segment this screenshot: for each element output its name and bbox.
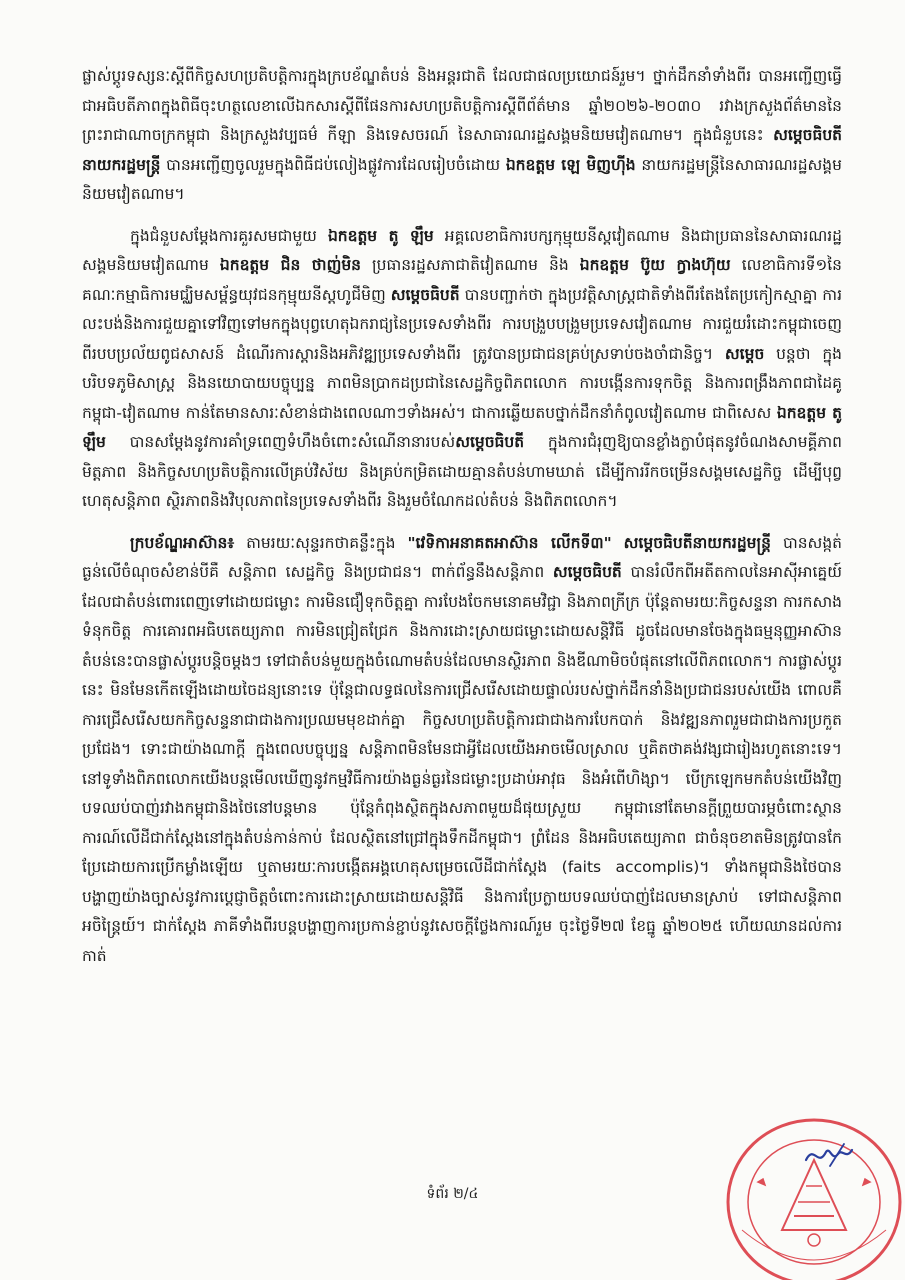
page-number: ទំព័រ ២/៤ [426,1186,479,1202]
paragraph-3 [82,529,842,972]
text-segment: ក្នុងជំនួបសម្តែងការគួរសមជាមួយ [130,226,328,245]
text-segment: តាមរយៈសុន្ទរកថាគន្លឹះក្នុង [234,533,408,552]
text-segment: លេខាធិការទី១នៃគណៈកម្មាធិការមជ្ឈិមសម្ព័ន្ធយុវជនកុម្មុយនីស្តហូជីមិញ [82,256,842,304]
bold-text-segment: សម្តេចធិបតី [455,433,525,451]
bold-text-segment: សម្តេចធិបតី [552,563,622,581]
paragraph-1 [82,62,842,210]
text-segment: ប្រធានរដ្ឋសភាជាតិវៀតណាម និង [361,256,580,274]
text-segment: បានបញ្ជាក់ថា ក្នុងប្រវត្តិសាស្ត្រជាតិទាំងពីរតែងតែប្រកៀកស្មាគ្នា ការលះបង់និងការជួយគ្នាទៅវិញទៅមកក្នុងបុព្វហេតុឯករាជ្យនៃប្រទេសទាំងពីរ ការបង្រួបបង្រួមប្រទេសវៀតណាម ការជួយរំដោះកម្ពុជាចេញពីរបបប្រល័យពូជសាសន៍ ដំណើរការស្តារនិងអភិវឌ្ឍប្រទេសទាំងពីរ ត្រូវបានប្រជាជនគ្រប់ស្រទាប់ចងចាំជានិច្ច។ [82,285,842,363]
document-body [82,62,842,971]
bold-text-segment: សម្តេចធិបតី [390,285,460,304]
bold-text-segment: "វេទិកាអនាគតអាស៊ាន លើកទី៣" [407,533,612,552]
bold-text-segment: សម្តេច [724,344,765,363]
text-segment: បានសង្កត់ធ្ងន់លើចំណុចសំខាន់បីគឺ សន្តិភាព សេដ្ឋកិច្ច និងប្រជាជន។ ពាក់ព័ន្ធនឹងសន្តិភាព [82,533,842,581]
bold-text-segment: ឯកឧត្តម ប៊ូយ ក្វាងហ៊ុយ [579,256,731,274]
text-segment: បានរំលឹកពីអតីតកាលនៃអាស៊ីអាគ្នេយ៍ដែលជាតំបន់ពោរពេញទៅដោយជម្លោះ ការមិនជឿទុកចិត្តគ្នា ការបែងចែកមនោគមវិជ្ជា និងភាពក្រីក្រ ប៉ុន្តែតាមរយៈកិច្ចសន្ទនា ការកសាងទំនុកចិត្ត ការគោរពអធិបតេយ្យភាព ការមិនជ្រៀតជ្រែក និងការដោះស្រាយជម្លោះដោយសន្តិវិធី ដូចដែលមានចែងក្នុងធម្មនុញ្ញអាស៊ាន តំបន់នេះបានផ្លាស់ប្តូរបន្តិចម្តងៗ ទៅជាតំបន់មួយក្នុងចំណោមតំបន់ដែលមានស្ថិរភាព និងឌីណាមិចបំផុតនៅលើពិភពលោក។ ការផ្លាស់ប្តូរនេះ មិនមែនកើតឡើងដោយចៃដន្យនោះទេ ប៉ុន្តែជាលទ្ធផលនៃការជ្រើសរើសដោយផ្ទាល់របស់ថ្នាក់ដឹកនាំនិងប្រជាជនរបស់យើង ពោលគឺ ការជ្រើសរើសយកកិច្ចសន្ទនាជាជាងការប្រឈមមុខដាក់គ្នា កិច្ចសហប្រតិបត្តិការជាជាងការបែកបាក់ និងវឌ្ឍនភាពរួមជាជាងការប្រកួតប្រជែង។ ទោះជាយ៉ាងណាក្តី ក្នុងពេលបច្ចុប្បន្ន សន្តិភាពមិនមែនជាអ្វីដែលយើងអាចមើលស្រាល ឬគិតថាគង់វង្សជារៀងរហូតនោះទេ។ នៅទូទាំងពិភពលោកយើងបន្តមើលឃើញនូវកម្មវិធីការយ៉ាងធ្ងន់ធ្ងរនៃជម្លោះប្រដាប់អាវុធ និងអំពើហិង្សា។ បើក្រឡេកមកតំបន់យើងវិញ បទឈប់បាញ់រវាងកម្ពុជានិងថៃនៅបន្តមាន ប៉ុន្តែកំពុងស្ថិតក្នុងសភាពមួយដ៏ផុយស្រួយ កម្ពុជានៅតែមានក្តីព្រួយបារម្ភចំពោះស្ថានការណ៍លើដីជាក់ស្តែងនៅក្នុងតំបន់កាន់កាប់ ដែលស្ថិតនៅជ្រៅក្នុងទឹកដីកម្ពុជា។ ព្រំដែន និងអធិបតេយ្យភាព ជាចំនុចខាតមិនត្រូវបានកែប្រែដោយការប្រើកម្លាំងឡើយ ឬតាមរយៈការបង្កើតអង្គហេតុសម្រេចលើដីជាក់ស្តែង (faits accomplis)។ ទាំងកម្ពុជានិងថៃបានបង្ហាញយ៉ាងច្បាស់នូវការប្តេជ្ញាចិត្តចំពោះការដោះស្រាយដោយសន្តិវិធី និងការប្រែក្លាយបទឈប់បាញ់ដែលមានស្រាប់ ទៅជាសន្តិភាពអចិន្ត្រៃយ៍។ ជាក់ស្តែង ភាគីទាំងពីរបន្តបង្ហាញការប្រកាន់ខ្ជាប់នូវសេចក្តីថ្លែងការណ៍រួម ចុះថ្ងៃទី២៧ ខែធ្នូ ឆ្នាំ២០២៥ ហើយឈានដល់ការកាត់ [82,563,842,965]
bold-text-segment: សម្តេចធិបតីនាយករដ្ឋមន្ត្រី [82,126,842,174]
text-segment: ក្នុងការជំរុញឱ្យបានខ្លាំងក្លាបំផុតនូវចំណងសាមគ្គីភាព មិត្តភាព និងកិច្ចសហប្រតិបត្តិការលើគ្រប់វិស័យ និងគ្រប់កម្រិតដោយគ្មានតំបន់ហាមឃាត់ ដើម្បីការរីកចម្រើនសង្គមសេដ្ឋកិច្ច ដើម្បីបុព្វហេតុសន្តិភាព ស្ថិរភាពនិងវិបុលភាពនៃប្រទេសទាំងពីរ និងរួមចំណែកដល់តំបន់ និងពិភពលោក។ [82,433,842,510]
bold-text-segment: ឯកឧត្តម តូ ឡឹម [327,226,434,245]
paragraph-2 [82,222,842,517]
bold-text-segment: ឯកឧត្តម ជិន ថាញ់មិន [219,256,362,274]
bold-text-segment: ឯកឧត្តម ឡេ មិញហ៊ីង [505,155,636,174]
text-segment: អគ្គលេខាធិការបក្សកុម្មុយនីស្តវៀតណាម និងជាប្រធាននៃសាធារណរដ្ឋសង្គមនិយមវៀតណាម [82,226,842,274]
signature-mark [800,1138,860,1174]
text-segment: បន្តថា ក្នុងបរិបទភូមិសាស្ត្រ និងនយោបាយបច្ចុប្បន្ន ភាពមិនប្រាកដប្រជានៃសេដ្ឋកិច្ចពិភពលោក ការបង្កើនការទុកចិត្ត និងការពង្រឹងភាពជាដៃគូកម្ពុជា-វៀតណាម កាន់តែមានសារៈសំខាន់ជាងពេលណាៗទាំងអស់។ ជាការឆ្លើយតបថ្នាក់ដឹកនាំកំពូលវៀតណាម ជាពិសេស [82,344,842,422]
text-segment: បានអញ្ជើញចូលរួមក្នុងពិធីជប់លៀងផ្លូវការដែលរៀបចំដោយ [160,155,506,174]
bold-text-segment: ក្របខ័ណ្ឌអាស៊ាន៖ [130,533,235,552]
text-segment [612,534,624,552]
text-segment: ផ្លាស់ប្តូរទស្សនៈស្តីពីកិច្ចសហប្រតិបត្តិការក្នុងក្របខ័ណ្ឌតំបន់ និងអន្តរជាតិ ដែលជាផលប្រយោជន៍រួម។ ថ្នាក់ដឹកនាំទាំងពីរ បានអញ្ជើញធ្វើជាអធិបតីភាពក្នុងពិធីចុះហត្ថលេខាលើឯកសារស្តីពីផែនការសហប្រតិបត្តិការស្តីពីព័ត៌មាន ឆ្នាំ២០២៦-២០៣០ រវាងក្រសួងព័ត៌មាននៃព្រះរាជាណាចក្រកម្ពុជា និងក្រសួងវប្បធម៌ កីឡា និងទេសចរណ៍ នៃសាធារណរដ្ឋសង្គមនិយមវៀតណាម។ ក្នុងជំនួបនេះ [82,67,842,144]
bold-text-segment: សម្តេចធិបតីនាយករដ្ឋមន្ត្រី [623,533,771,552]
official-seal-icon [702,1090,902,1280]
bold-text-segment: ឯកឧត្តម តូ ឡឹម [82,403,842,451]
text-segment: បានសម្តែងនូវការគាំទ្រពេញទំហឹងចំពោះសំណើនានារបស់ [105,433,456,451]
text-segment: នាយករដ្ឋមន្ត្រីនៃសាធារណរដ្ឋសង្គមនិយមវៀតណាម។ [82,155,842,203]
